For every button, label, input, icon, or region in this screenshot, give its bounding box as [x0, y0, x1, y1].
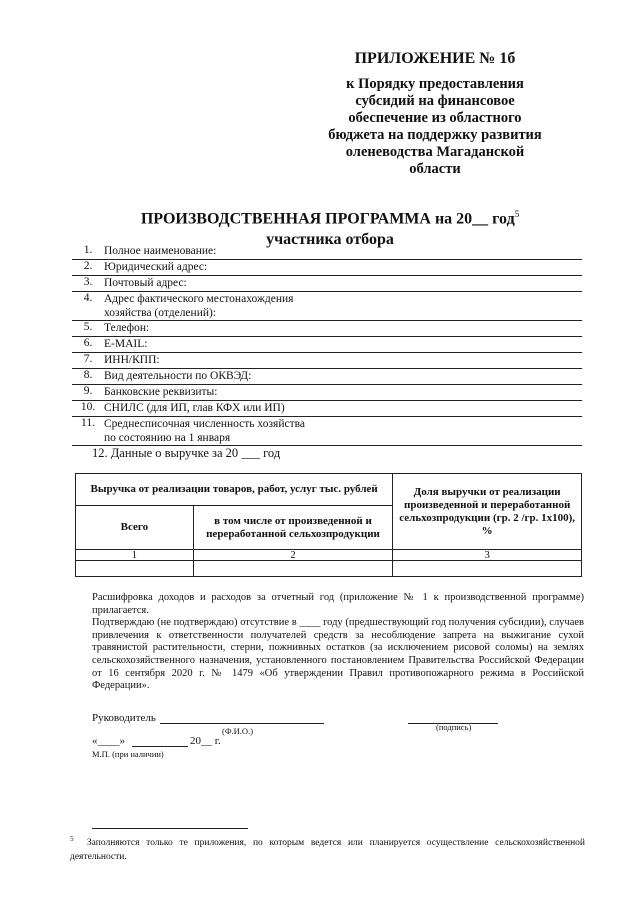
footnote-divider — [92, 828, 248, 829]
info-num: 4. — [83, 292, 93, 304]
info-row — [72, 337, 582, 353]
info-label: ИНН/КПП: — [104, 354, 160, 366]
table-row — [76, 561, 582, 577]
title-text: ПРОИЗВОДСТВЕННАЯ ПРОГРАММА на 20__ год — [140, 210, 515, 228]
header-own-production: в том числе от произведенной и переработанной сельхозпродукции — [193, 506, 393, 550]
revenue-heading: 12. Данные о выручке за 20 ___ год — [92, 446, 281, 460]
info-num: 5. — [83, 321, 93, 333]
info-num: 2. — [83, 260, 93, 272]
info-row — [72, 276, 582, 292]
footnote-mark: 5 — [70, 835, 74, 843]
info-row — [72, 401, 582, 417]
info-row — [72, 369, 582, 385]
info-label: Телефон: — [104, 322, 150, 334]
info-label: СНИЛС (для ИП, глав КФХ или ИП) — [104, 402, 285, 414]
table-header-row — [76, 474, 582, 506]
appendix-title: ПРИЛОЖЕНИЕ № 1б — [354, 50, 516, 67]
signature-caption: (подпись) — [436, 722, 472, 732]
date-year: 20__ г. — [190, 735, 221, 747]
appendix-subtitle-line: к Порядку предоставления — [346, 76, 524, 92]
info-label-multiline — [104, 292, 582, 320]
appendix-subtitle-line: области — [409, 161, 461, 177]
info-num: 1. — [83, 244, 93, 256]
info-label-cont: по состоянию на 1 января — [104, 432, 231, 444]
info-row — [72, 353, 582, 369]
participant-info-list — [72, 244, 582, 446]
info-label: E-MAIL: — [104, 338, 148, 350]
info-label: Почтовый адрес: — [104, 277, 187, 289]
col-number: 1 — [76, 550, 194, 561]
fio-caption: (Ф.И.О.) — [222, 726, 254, 736]
appendix-subtitle-line: субсидий на финансовое — [355, 93, 515, 109]
header-total: Всего — [76, 506, 194, 550]
info-num: 9. — [83, 385, 93, 397]
title-line-2: участника отбора — [266, 231, 394, 249]
info-label: Адрес фактического местонахождения — [104, 293, 294, 305]
info-row — [72, 321, 582, 337]
notes-block — [92, 592, 584, 693]
date-month-line[interactable] — [132, 735, 188, 747]
head-name-line[interactable] — [160, 712, 324, 724]
appendix-subtitle — [300, 76, 570, 178]
col-number: 2 — [193, 550, 393, 561]
note-breakdown: Расшифровка доходов и расходов за отчетный год (приложение № 1 к производственной программе) прилагается. — [92, 592, 584, 616]
appendix-header — [300, 50, 570, 178]
appendix-subtitle-line: бюджета на поддержку развития — [328, 127, 542, 143]
appendix-subtitle-line: обеспечение из областного — [348, 110, 522, 126]
table-cell-own[interactable] — [193, 561, 393, 577]
info-label: Полное наименование: — [104, 245, 217, 257]
info-num: 3. — [83, 276, 93, 288]
info-label: Вид деятельности по ОКВЭД: — [104, 370, 252, 382]
footnote-text: Заполняются только те приложения, по которым ведется или планируется осуществление сельскохозяйственной деятельности. — [70, 838, 586, 863]
info-row — [72, 244, 582, 260]
col-number: 3 — [393, 550, 582, 561]
head-label: Руководитель — [92, 712, 156, 724]
footnote-ref: 5 — [514, 209, 520, 219]
info-label-cont: хозяйства (отделений): — [104, 307, 217, 319]
note-confirmation: Подтверждаю (не подтверждаю) отсутствие в ____ году (предшествующий год получения субсидии), случаев привлечения к ответственности получателей средств за несоблюдение запрета на выжигание сухой травянистой растительности, стерни, пожнивных остатков (за исключением рисовой соломы) на землях сельскохозяйственного назначения, установленного постановлением Правительства Российской Федерации от 16 сентября 2020 г. № 1479 «Об утверждении Правил противопожарного режима в Российской Федерации». — [92, 617, 584, 692]
info-label: Банковские реквизиты: — [104, 386, 218, 398]
info-num: 8. — [83, 369, 93, 381]
date-day: «____» — [92, 735, 125, 747]
revenue-table — [75, 473, 582, 577]
info-row — [72, 417, 582, 446]
footnote — [70, 832, 585, 864]
info-row — [72, 292, 582, 321]
info-label: Среднесписочная численность хозяйства — [104, 418, 305, 430]
info-label: Юридический адрес: — [104, 261, 208, 273]
header-revenue-group: Выручка от реализации товаров, работ, услуг тыс. рублей — [76, 474, 393, 506]
info-row — [72, 385, 582, 401]
info-row — [72, 260, 582, 276]
stamp-caption: М.П. (при наличии) — [92, 749, 164, 759]
info-label-multiline — [104, 417, 582, 445]
title-line-1 — [80, 204, 580, 229]
header-share: Доля выручки от реализации произведенной и переработанной сельхозпродукции (гр. 2 /гр. 1х100), % — [393, 474, 582, 550]
table-number-row — [76, 550, 582, 561]
info-num: 11. — [81, 417, 95, 429]
info-num: 6. — [83, 337, 93, 349]
info-num: 7. — [83, 353, 93, 365]
appendix-subtitle-line: оленеводства Магаданской — [345, 144, 525, 160]
table-cell-share[interactable] — [393, 561, 582, 577]
table-cell-total[interactable] — [76, 561, 194, 577]
info-num: 10. — [80, 401, 96, 413]
